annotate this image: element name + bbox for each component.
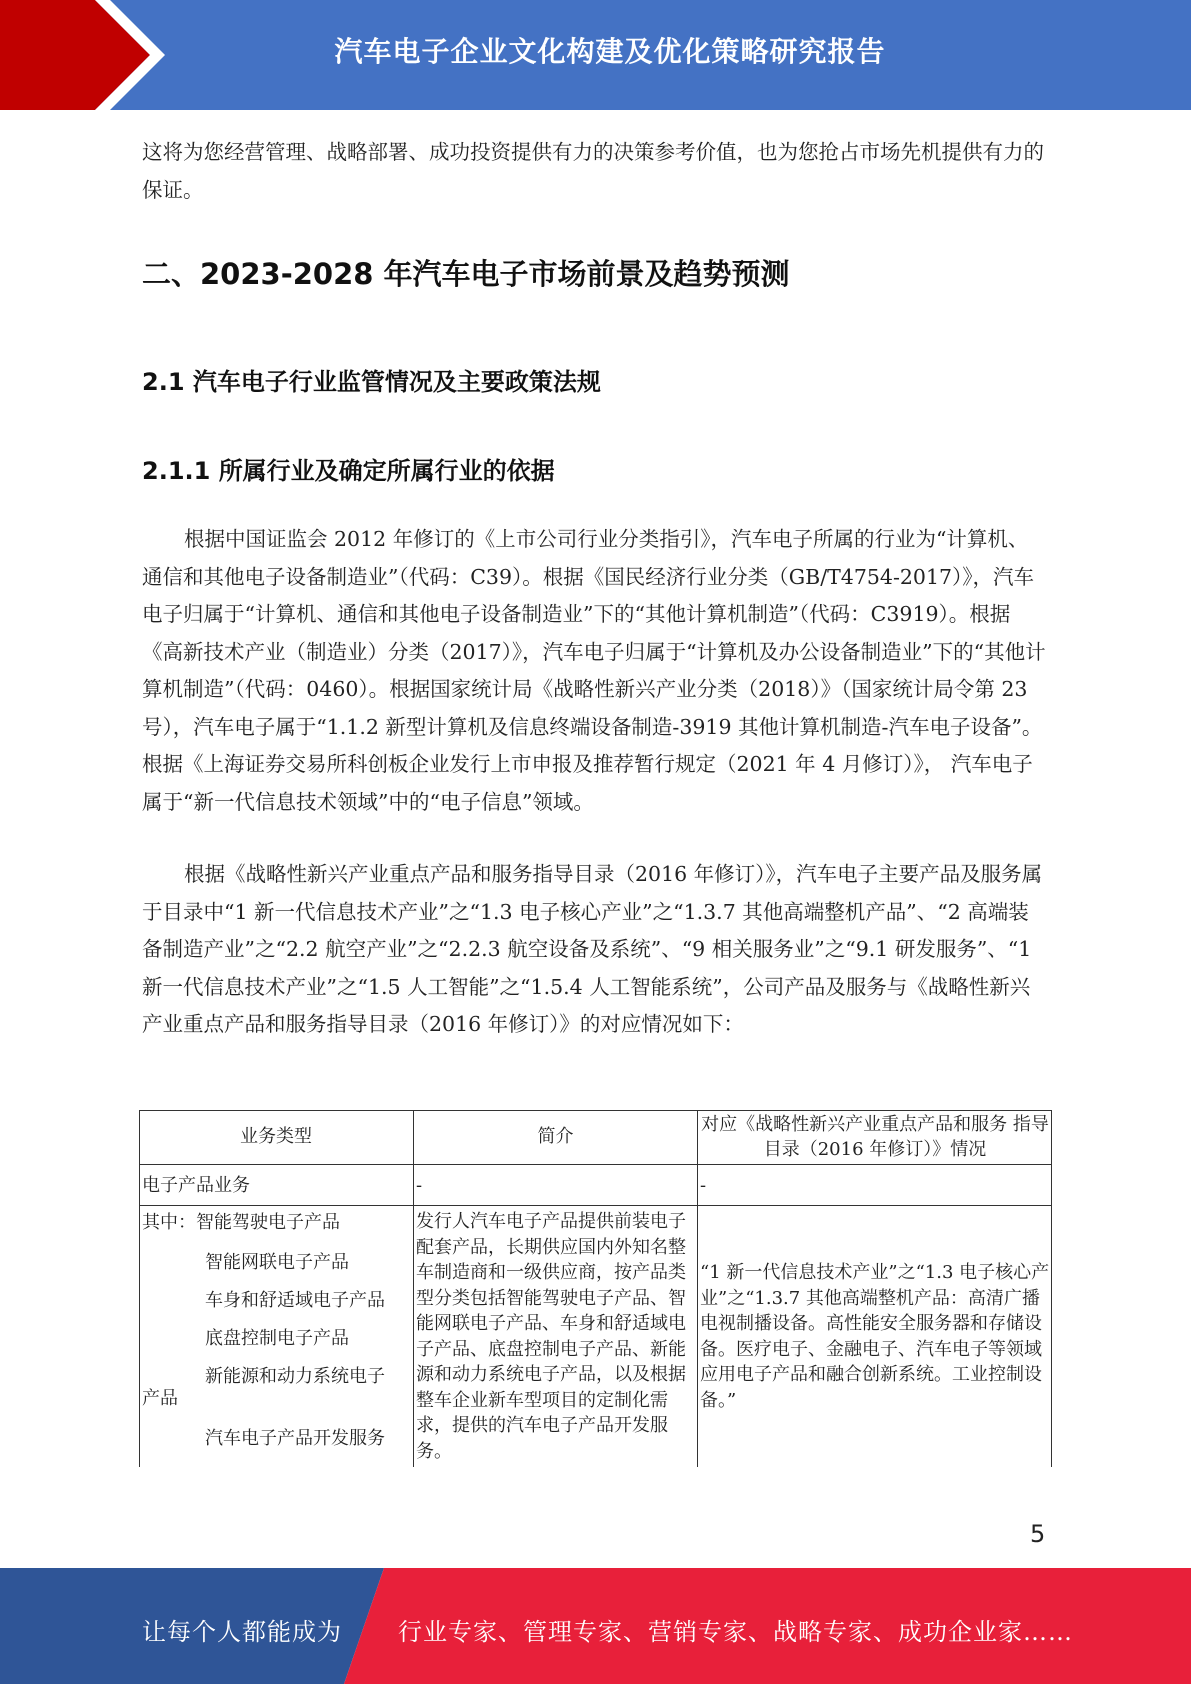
table-cell-product-item: 智能网联电子产品 (205, 1252, 349, 1273)
table-cell-summary-text: 发行人汽车电子产品提供前装电子配套产品，长期供应国内外知名整车制造商和一级供应商，按产品类型分类包括智能驾驶电子产品、智能网联电子产品、车身和舒适域电子产品、底盘控制电子产品、新能源和动力系统电子产品，以及根据整车企业新车型项目的定制化需求，提供的汽车电子产品开发服务。 (416, 1211, 686, 1462)
table-cell-product-item: 底盘控制电子产品 (205, 1328, 349, 1349)
table-cell-product-item: 车身和舒适域电子产品 (205, 1290, 385, 1311)
table-cell-dash: - (416, 1175, 423, 1196)
table-cell-product-wrap: 产品 (142, 1388, 178, 1409)
body-paragraph-1: 根据中国证监会 2012 年修订的《上市公司行业分类指引》，汽车电子所属的行业为“计算机、通信和其他电子设备制造业”（代码：C39）。根据《国民经济行业分类（GB/T4754-2017）》，汽车电子归属于“计算机、通信和其他电子设备制造业”下的“其他计算机制造”（代码：C3919）。根据《高新技术产业（制造业）分类（2017）》，汽车电子归属于“计算机及办公设备制造业”下的“其他计算机制造”（代码：0460）。根据国家统计局《战略性新兴产业分类（2018）》（国家统计局令第 23 号），汽车电子属于“1.1.2 新型计算机及信息终端设备制造-3919 其他计算机制造-汽车电子设备”。根据《上海证券交易所科创板企业发行上市申报及推荐暂行规定（2021 年 4 月修订）》， 汽车电子属于“新一代信息技术领域”中的“电子信息”领域。 (142, 527, 1046, 814)
footer-banner (0, 1568, 1191, 1684)
subsubsection-heading: 2.1.1 所属行业及确定所属行业的依据 (142, 457, 555, 485)
table-cell-product-item: 新能源和动力系统电子 (205, 1366, 385, 1387)
intro-paragraph: 这将为您经营管理、战略部署、成功投资提供有力的决策参考价值，也为您抢占市场先机提供有力的保证。 (142, 140, 1044, 202)
table-cell-dash: - (700, 1175, 707, 1196)
table-header-summary: 简介 (537, 1126, 574, 1147)
table-cell-catalog-text: “1 新一代信息技术产业”之“1.3 电子核心产业”之“1.3.7 其他高端整机产品：高清广播电视制播设备。高性能安全服务器和存储设备。医疗电子、金融电子、汽车电子等领域应用电子产品和融合创新系统。工业控制设备。” (700, 1262, 1050, 1411)
subsection-heading: 2.1 汽车电子行业监管情况及主要政策法规 (142, 368, 601, 396)
table-cell-product-lead: 其中：智能驾驶电子产品 (142, 1212, 340, 1233)
table-cell-product-item: 汽车电子产品开发服务 (205, 1428, 385, 1449)
section-heading: 二、2023-2028 年汽车电子市场前景及趋势预测 (142, 257, 790, 291)
footer-slogan-right: 行业专家、管理专家、营销专家、战略专家、成功企业家…… (398, 1618, 1073, 1646)
body-paragraph-2: 根据《战略性新兴产业重点产品和服务指导目录（2016 年修订）》，汽车电子主要产品及服务属于目录中“1 新一代信息技术产业”之“1.3 电子核心产业”之“1.3.7 其他高端整机产品”、“2 高端装备制造产业”之“2.2 航空产业”之“2.2.3 航空设备及系统”、“9 相关服务业”之“9.1 研发服务”、“1 新一代信息技术产业”之“1.5 人工智能”之“1.5.4 人工智能系统”，公司产品及服务与《战略性新兴产业重点产品和服务指导目录（2016 年修订）》的对应情况如下： (142, 862, 1043, 1036)
table-header-catalog: 对应《战略性新兴产业重点产品和服务 指导目录（2016 年修订）》情况 (701, 1114, 1049, 1160)
header-banner (0, 0, 1191, 110)
page-number: 5 (1030, 1520, 1046, 1548)
footer-slogan-left: 让每个人都能成为 (142, 1618, 342, 1646)
table-header-business-type: 业务类型 (240, 1126, 312, 1147)
industry-mapping-table (139, 1110, 1052, 1467)
report-title: 汽车电子企业文化构建及优化策略研究报告 (334, 35, 886, 68)
table-cell-electronic-business: 电子产品业务 (142, 1175, 250, 1196)
